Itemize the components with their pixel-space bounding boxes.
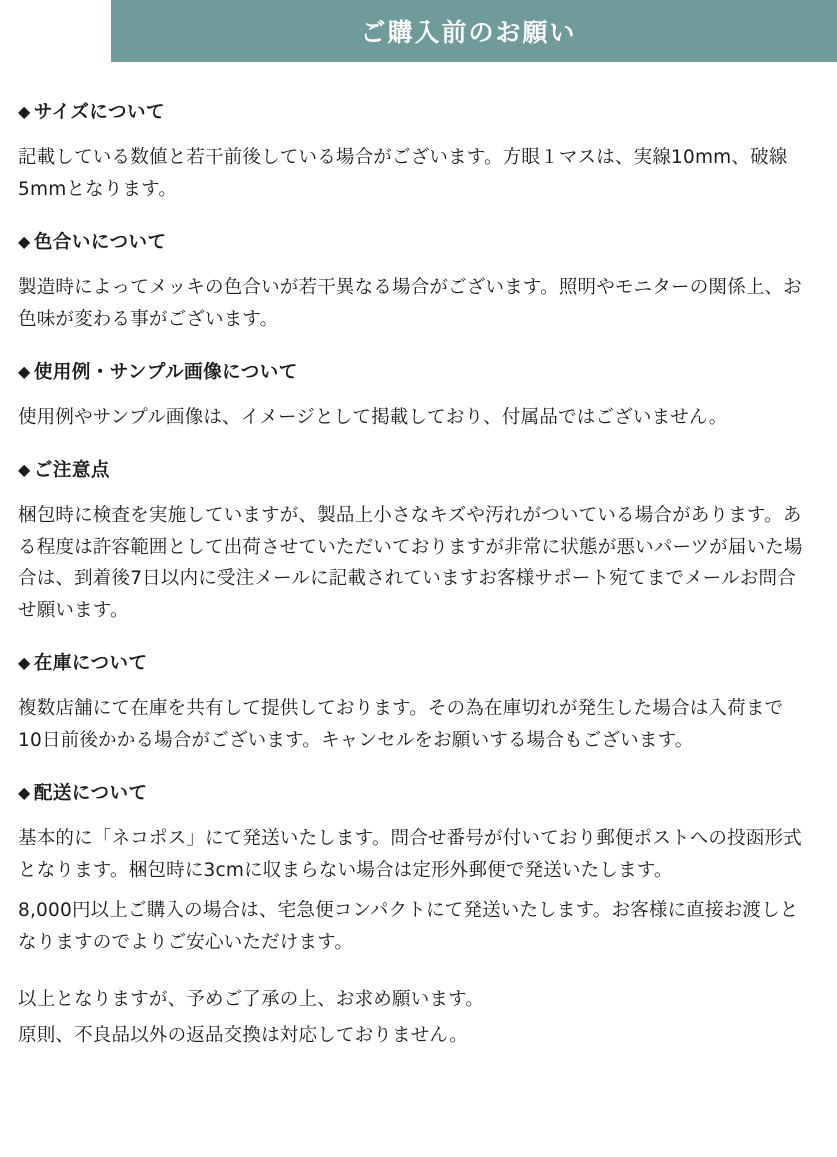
diamond-bullet-icon: ◆ bbox=[18, 231, 31, 251]
section-caution bbox=[18, 460, 807, 627]
closing-line-1: 以上となりますが、予めご了承の上、お求め願います。 bbox=[18, 989, 485, 1011]
section-body-shipping: 基本的に「ネコポス」にて発送いたします。問合せ番号が付いており郵便ポストへの投函形式となります。梱包時に3cmに収まらない場合は定形外郵便で発送いたします。 bbox=[18, 828, 802, 881]
section-heading-stock bbox=[18, 653, 807, 675]
section-heading-shipping bbox=[18, 783, 807, 805]
section-heading-caution bbox=[18, 460, 807, 482]
section-shipping bbox=[18, 783, 807, 958]
section-heading-sample-image-label: 使用例・サンプル画像について bbox=[33, 361, 298, 383]
diamond-bullet-icon: ◆ bbox=[18, 361, 31, 381]
page-title: ご購入前のお願い bbox=[360, 18, 577, 47]
section-heading-shipping-label: 配送について bbox=[33, 782, 148, 804]
section-size bbox=[18, 102, 807, 206]
page-header-band bbox=[0, 0, 837, 62]
section-heading-size bbox=[18, 102, 807, 124]
closing-line-2: 原則、不良品以外の返品交換は対応しておりません。 bbox=[18, 1025, 468, 1047]
section-body-stock: 複数店舗にて在庫を共有して提供しております。その為在庫切れが発生した場合は入荷まで10日前後かかる場合がございます。キャンセルをお願いする場合もございます。 bbox=[18, 698, 784, 752]
section-body-color: 製造時によってメッキの色合いが若干異なる場合がございます。照明やモニターの関係上、お色味が変わる事がございます。 bbox=[18, 277, 802, 330]
diamond-bullet-icon: ◆ bbox=[18, 459, 31, 479]
section-heading-caution-label: ご注意点 bbox=[33, 459, 110, 481]
section-heading-color bbox=[18, 232, 807, 254]
diamond-bullet-icon: ◆ bbox=[18, 653, 31, 673]
diamond-bullet-icon: ◆ bbox=[18, 102, 31, 121]
diamond-bullet-icon: ◆ bbox=[18, 782, 31, 802]
section-body-size: 記載している数値と若干前後している場合がございます。方眼１マスは、実線10mm、破線5mmとなります。 bbox=[18, 147, 788, 200]
section-sample-image bbox=[18, 362, 807, 434]
section-heading-sample-image bbox=[18, 362, 807, 384]
section-color bbox=[18, 232, 807, 336]
section-heading-color-label: 色合いについて bbox=[33, 231, 167, 253]
section-body-caution: 梱包時に検査を実施していますが、製品上小さなキズや汚れがついている場合があります。ある程度は許容範囲として出荷させていただいておりますが非常に状態が悪いパーツが届いた場合は、到着後7日以内に受注メールに記載されていますお客様サポート宛てまでメールお問合せ願います。 bbox=[18, 504, 803, 622]
section-heading-stock-label: 在庫について bbox=[33, 653, 148, 675]
section-body-shipping-secondary: 8,000円以上ご購入の場合は、宅急便コンパクトにて発送いたします。お客様に直接お渡しとなりますのでよりご安心いただけます。 bbox=[18, 899, 799, 953]
section-stock bbox=[18, 653, 807, 757]
closing-block bbox=[18, 984, 807, 1052]
section-body-sample-image: 使用例やサンプル画像は、イメージとして掲載しており、付属品ではございません。 bbox=[18, 406, 728, 428]
notice-content bbox=[0, 62, 837, 1052]
section-heading-size-label: サイズについて bbox=[33, 102, 165, 123]
